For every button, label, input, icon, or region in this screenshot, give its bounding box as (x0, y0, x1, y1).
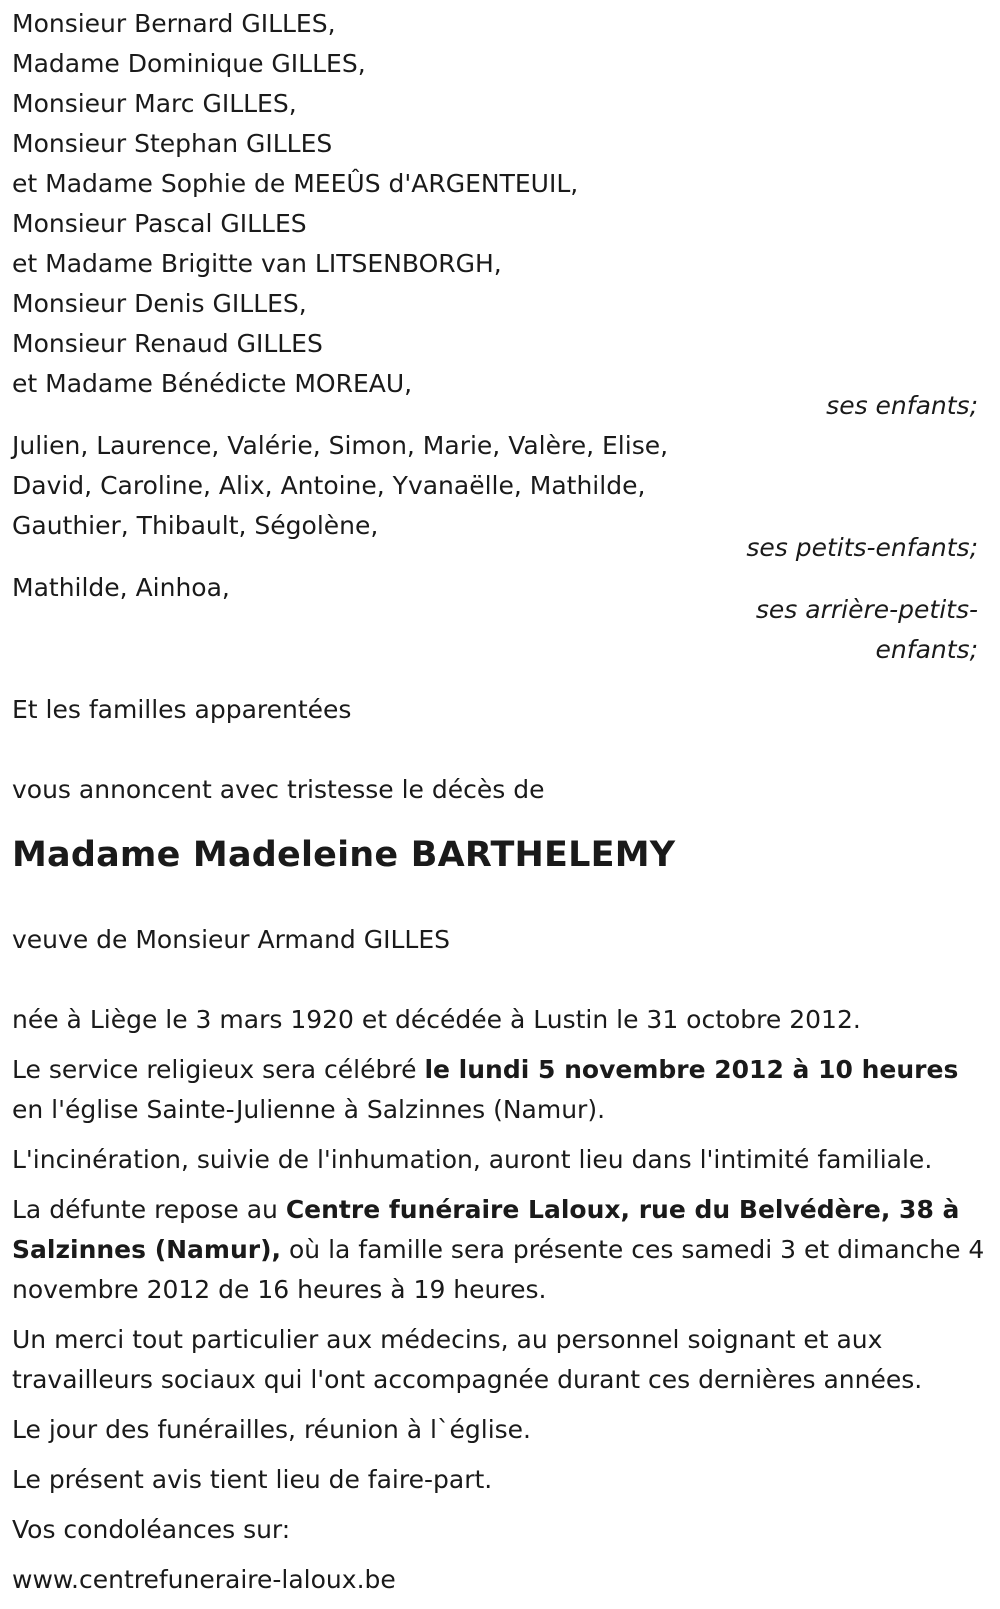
grandchild-line: Julien, Laurence, Valérie, Simon, Marie, Valère, Elise, (12, 431, 669, 460)
condolences-label: Vos condoléances sur: (12, 1515, 291, 1544)
children-list (12, 4, 988, 404)
notice-line: Le présent avis tient lieu de faire-part. (12, 1465, 493, 1494)
grandchild-line: David, Caroline, Alix, Antoine, Yvanaëlle, Mathilde, (12, 471, 646, 500)
child-line: Monsieur Renaud GILLES (12, 329, 323, 358)
child-line: Monsieur Pascal GILLES (12, 209, 307, 238)
announce-line: vous annoncent avec tristesse le décès de (12, 775, 545, 804)
great-grandchildren-caption-1: ses arrière-petits- (755, 595, 978, 624)
service-paragraph (12, 1050, 988, 1130)
child-line: Monsieur Stephan GILLES (12, 129, 333, 158)
rest-suffix: où la famille sera présente ces samedi 3 et dimanche 4 novembre 2012 de 16 heures à 19 heures. (12, 1235, 985, 1304)
service-prefix: Le service religieux sera célébré (12, 1055, 425, 1084)
birth-death-line: née à Liège le 3 mars 1920 et décédée à Lustin le 31 octobre 2012. (12, 1005, 861, 1034)
great-grandchild-line: Mathilde, Ainhoa, (12, 573, 230, 602)
widow-of-line: veuve de Monsieur Armand GILLES (12, 925, 451, 954)
child-line: et Madame Brigitte van LITSENBORGH, (12, 249, 502, 278)
deceased-name: Madame Madeleine BARTHELEMY (12, 835, 676, 875)
website-link[interactable]: www.centrefuneraire-laloux.be (12, 1565, 396, 1594)
rest-paragraph (12, 1190, 988, 1310)
children-caption: ses enfants; (826, 391, 978, 420)
cremation-line: L'incinération, suivie de l'inhumation, auront lieu dans l'intimité familiale. (12, 1145, 933, 1174)
child-line: Monsieur Denis GILLES, (12, 289, 307, 318)
child-line: et Madame Bénédicte MOREAU, (12, 369, 413, 398)
thanks-paragraph: Un merci tout particulier aux médecins, au personnel soignant et aux travailleurs sociaux qui l'ont accompagnée durant ces dernières années. (12, 1325, 923, 1394)
great-grandchildren-caption-2: enfants; (875, 635, 978, 664)
families-line: Et les familles apparentées (12, 695, 352, 724)
child-line: Madame Dominique GILLES, (12, 49, 366, 78)
rest-location: Centre funéraire Laloux, rue du Belvédère, 38 à Salzinnes (Namur), (12, 1195, 960, 1264)
rest-prefix: La défunte repose au (12, 1195, 286, 1224)
child-line: Monsieur Bernard GILLES, (12, 9, 336, 38)
funeral-day-line: Le jour des funérailles, réunion à l`église. (12, 1415, 531, 1444)
child-line: Monsieur Marc GILLES, (12, 89, 297, 118)
grandchild-line: Gauthier, Thibault, Ségolène, (12, 511, 379, 540)
service-date: le lundi 5 novembre 2012 à 10 heures (424, 1055, 959, 1084)
grandchildren-caption: ses petits-enfants; (746, 533, 978, 562)
child-line: et Madame Sophie de MEEÛS d'ARGENTEUIL, (12, 169, 579, 198)
service-suffix: en l'église Sainte-Julienne à Salzinnes (Namur). (12, 1095, 606, 1124)
